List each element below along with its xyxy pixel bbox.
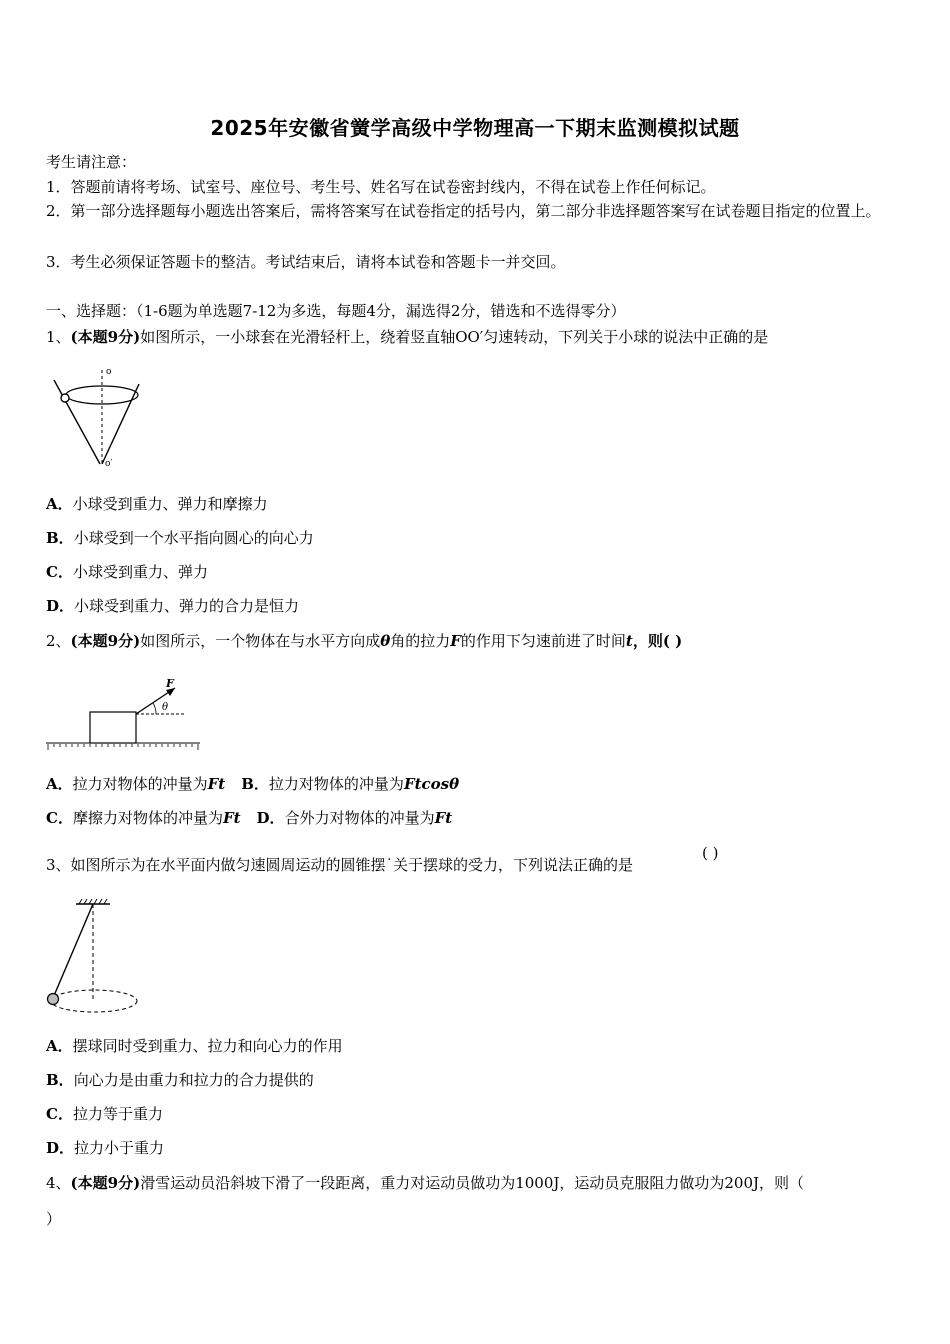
rotating-cone-figure [50,366,150,470]
question-1-option-b: B．小球受到一个水平指向圆心的向心力 [46,529,314,547]
question-4-stem-end: ） [46,1210,62,1228]
notice-heading: 考生请注意： [46,153,137,171]
section-heading: 一、选择题：（1-6题为单选题7-12为多选，每题4分，漏选得2分，错选和不选得零分） [46,302,626,320]
question-1-option-d: D．小球受到重力、弹力的合力是恒力 [46,597,300,615]
axis-top-label: o [106,367,112,377]
question-text: 如图所示，一小球套在光滑轻杆上，绕着竖直轴OO′匀速转动，下列关于小球的说法中正确的是 [140,328,769,346]
angle-label: θ [162,702,169,713]
question-1-option-c: C．小球受到重力、弹力 [46,563,208,581]
question-3-bracket: ( ) [702,844,719,862]
question-3-option-d: D．拉力小于重力 [46,1139,165,1157]
question-4-stem: 4、(本题9分)滑雪运动员沿斜坡下滑了一段距离，重力对运动员做功为1000J，运动员克服阻力做功为200J，则（ [46,1174,805,1192]
question-number: 1、 [46,328,71,346]
axis-bottom-label: o′ [105,459,113,469]
question-score: (本题9分) [70,328,141,346]
question-1-stem [46,327,768,347]
question-3-option-c: C．拉力等于重力 [46,1105,163,1123]
question-1-option-a: A．小球受到重力、弹力和摩擦力 [46,495,268,513]
notice-item-1: 1．答题前请将考场、试室号、座位号、考生号、姓名写在试卷密封线内，不得在试卷上作任何标记。 [46,178,716,196]
notice-item-3: 3．考生必须保证答题卡的整洁。考试结束后，请将本试卷和答题卡一并交回。 [46,253,566,271]
question-3-option-a: A．摆球同时受到重力、拉力和向心力的作用 [46,1037,343,1055]
notice-item-2: 2．第一部分选择题每小题选出答案后，需将答案写在试卷指定的括号内，第二部分非选择题答案写在试卷题目指定的位置上。 [46,202,881,220]
question-2-stem: 2、(本题9分)如图所示，一个物体在与水平方向成θ角的拉力F的作用下匀速前进了时间t，则( ) [46,632,683,650]
conical-pendulum-figure [44,898,144,1018]
question-3-stem: 3、如图所示为在水平面内做匀速圆周运动的圆锥摆˙关于摆球的受力，下列说法正确的是 [46,856,634,874]
question-2-options-row-2: C．摩擦力对物体的冲量为Ft D．合外力对物体的冲量为Ft [46,809,453,827]
page-title: 2025年安徽省黉学高级中学物理高一下期末监测模拟试题 [210,116,740,140]
question-3-option-b: B．向心力是由重力和拉力的合力提供的 [46,1071,314,1089]
question-2-options-row-1: A．拉力对物体的冲量为Ft B．拉力对物体的冲量为Ftcosθ [46,775,460,793]
block-pull-figure [44,674,204,758]
force-label: F [166,677,174,690]
